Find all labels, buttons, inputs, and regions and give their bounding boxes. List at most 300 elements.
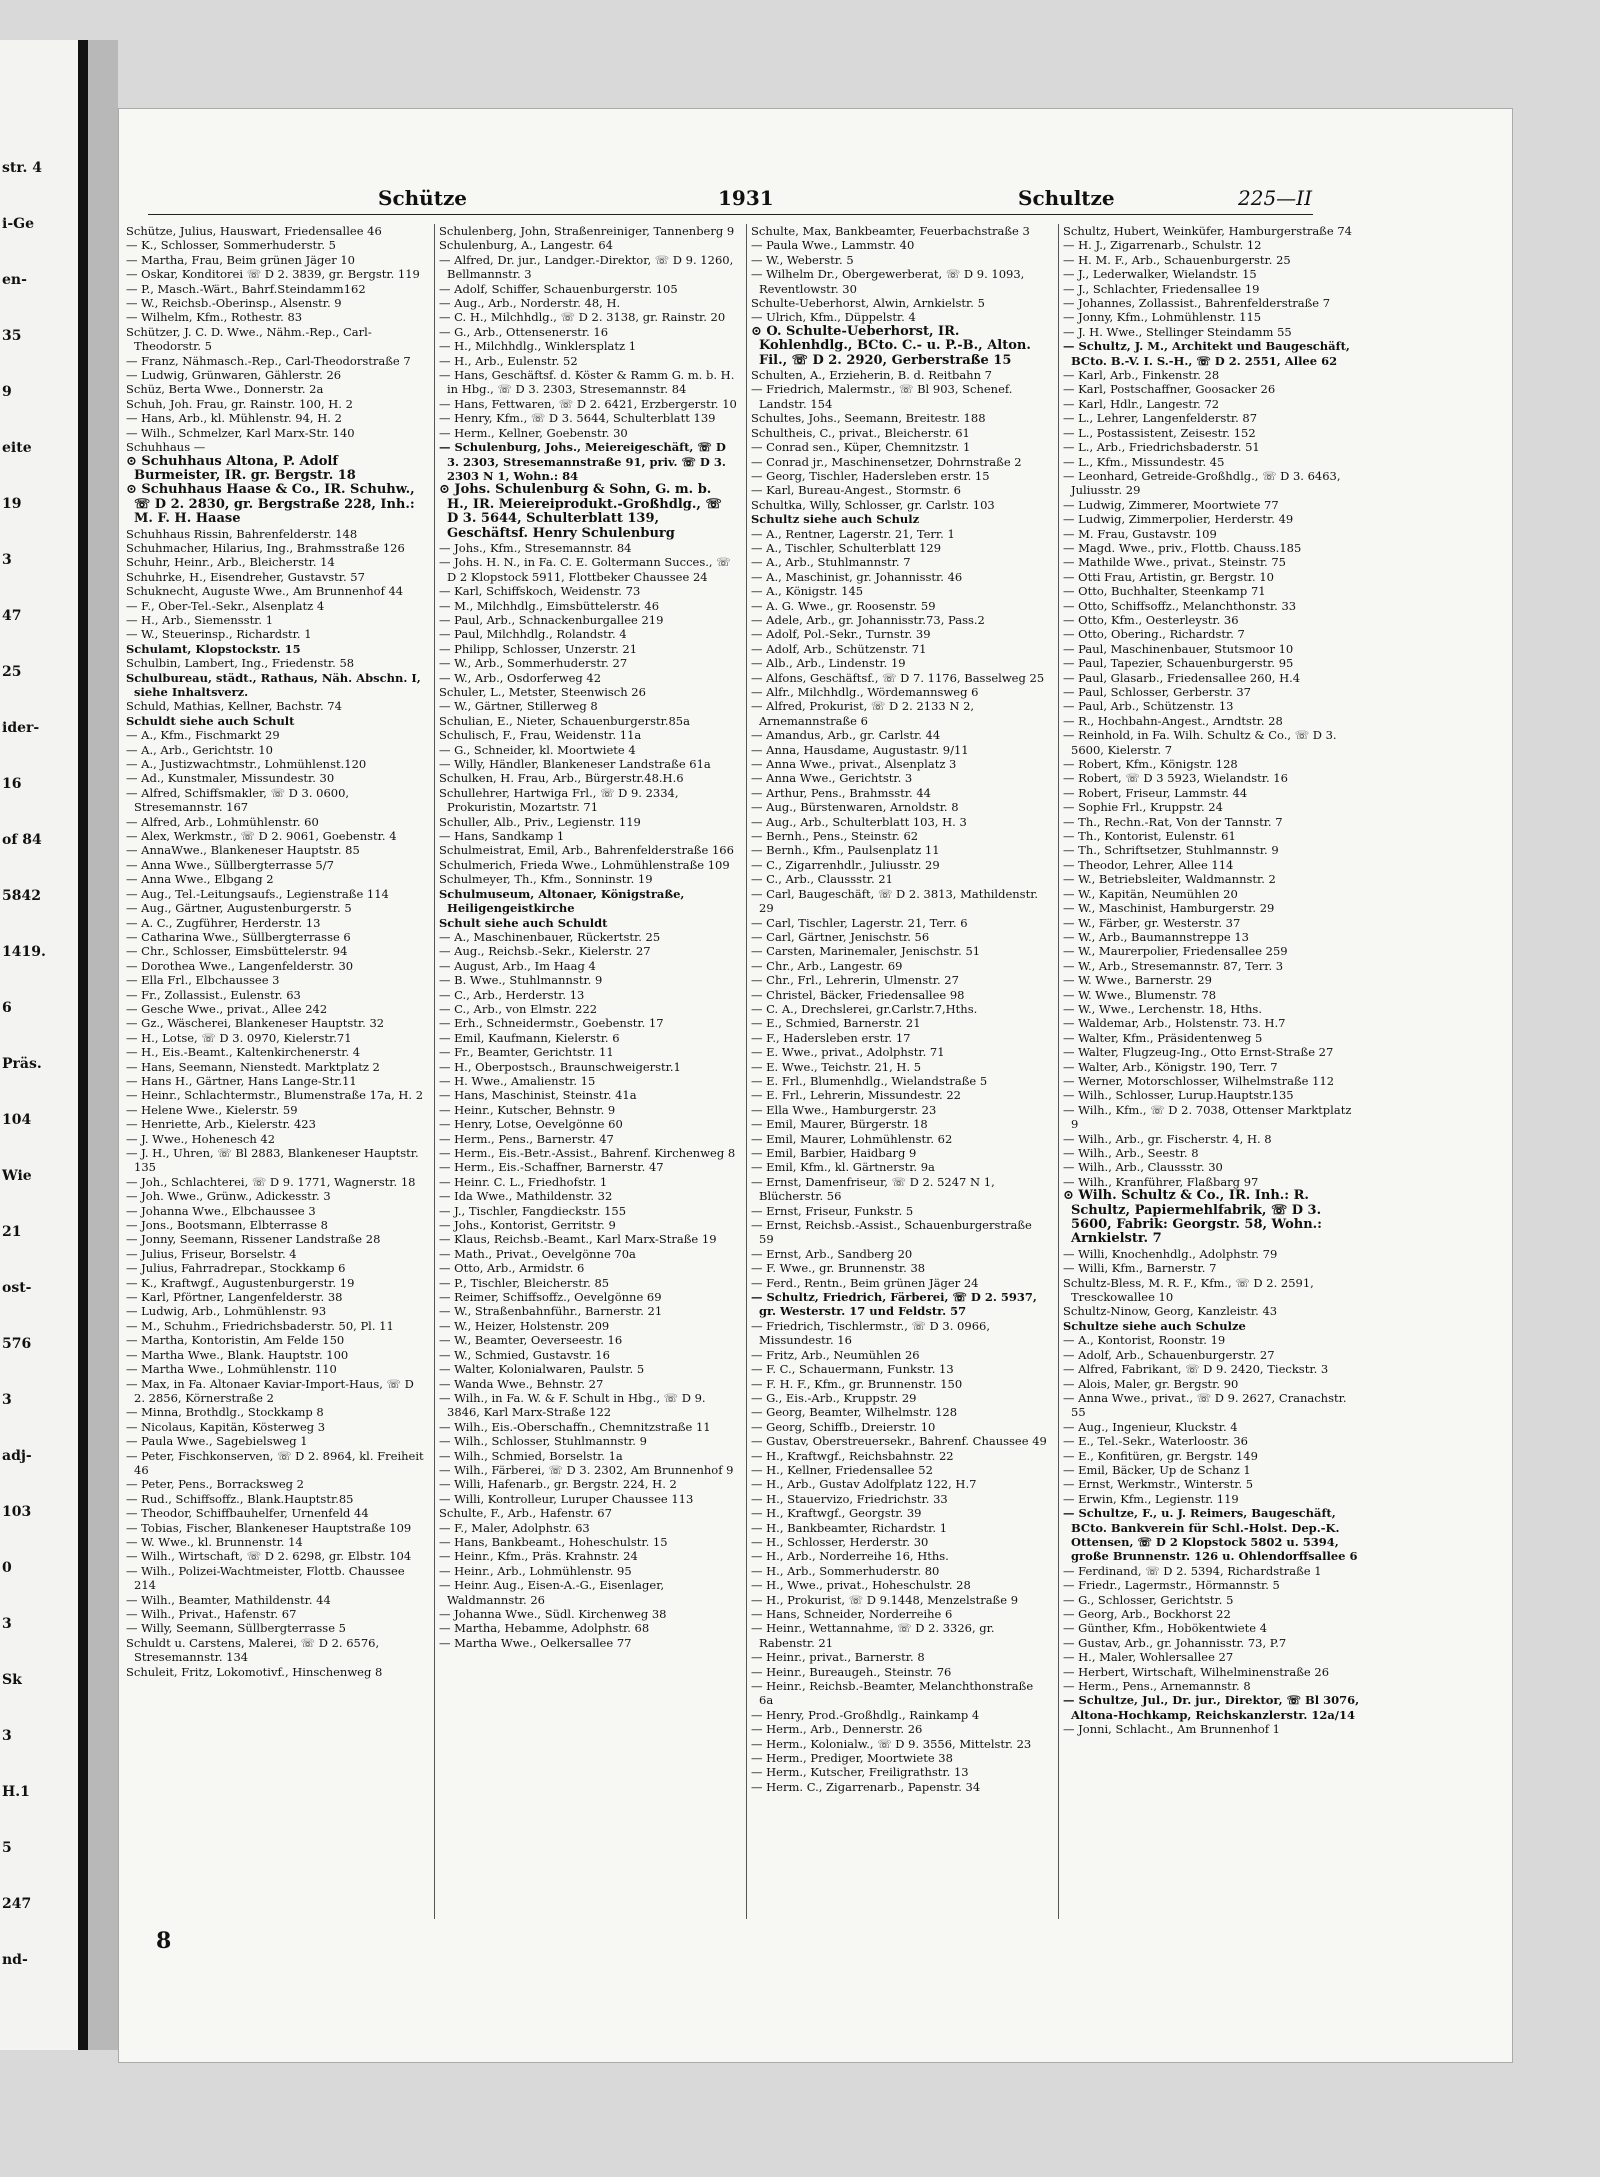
directory-entry: — Anna Wwe., Gerichtstr. 3 [751, 771, 913, 786]
directory-entry: — A. G. Wwe., gr. Roosenstr. 59 [751, 598, 936, 613]
directory-entry: — Wilh., Schmelzer, Karl Marx-Str. 140 [126, 425, 355, 440]
fragment-text: 103 [2, 1504, 32, 1520]
column-4 [1058, 224, 1361, 1919]
directory-entry: — H., Oberpostsch., Braunschweigerstr.1 [439, 1059, 681, 1074]
directory-entry: — Otto, Kfm., Oesterleystr. 36 [1063, 612, 1239, 627]
fragment-text: 5842 [2, 888, 41, 904]
directory-entry: — Ludwig, Arb., Lohmühlenstr. 93 [126, 1304, 327, 1319]
fragment-text: 3 [2, 1616, 12, 1632]
directory-entry: — Herm., Arb., Dennerstr. 26 [751, 1722, 923, 1737]
fragment-text: eite [2, 440, 32, 456]
directory-page [118, 108, 1513, 2063]
directory-entry: — Friedrich, Tischlermstr., ☏ D 3. 0966, Missundestr. 16 [751, 1318, 990, 1348]
directory-entry: — A. C., Zugführer, Herderstr. 13 [126, 915, 321, 930]
directory-entry: — Wilh., Wirtschaft, ☏ D 2. 6298, gr. Elbstr. 104 [126, 1549, 412, 1564]
directory-entry: Schuleit, Fritz, Lokomotivf., Hinschenweg 8 [126, 1664, 383, 1679]
fragment-text: of 84 [2, 832, 42, 848]
directory-entry: — C., Arb., Claussstr. 21 [751, 872, 893, 887]
directory-entry: — Friedrich, Malermstr., ☏ Bl 903, Schenef. Landstr. 154 [751, 382, 1013, 411]
directory-entry: — Karl, Arb., Finkenstr. 28 [1063, 368, 1220, 383]
directory-entry: — Bernh., Kfm., Paulsenplatz 11 [751, 843, 940, 858]
directory-entry: — H., Arb., Eulenstr. 52 [439, 353, 578, 368]
directory-entry: Schultes, Johs., Seemann, Breitestr. 188 [751, 411, 986, 426]
directory-entry: — Willy, Seemann, Süllbergterrasse 5 [126, 1621, 346, 1636]
directory-entry: — P., Tischler, Bleicherstr. 85 [439, 1275, 610, 1290]
directory-entry: — Paul, Glasarb., Friedensallee 260, H.4 [1063, 670, 1301, 685]
directory-entry: Schult siehe auch Schuldt [439, 915, 608, 930]
directory-entry: — Johs., Kontorist, Gerritstr. 9 [439, 1218, 616, 1233]
header-right-word: Schultze [1018, 186, 1115, 210]
directory-entry: — Aug., Reichsb.-Sekr., Kielerstr. 27 [439, 944, 651, 959]
directory-entry: — Martha, Hebamme, Adolphstr. 68 [439, 1621, 650, 1636]
directory-entry: — Conrad sen., Küper, Chemnitzstr. 1 [751, 440, 971, 455]
directory-entry: — Georg, Schiffb., Dreierstr. 10 [751, 1419, 936, 1434]
directory-entry: — Paul, Milchhdlg., Rolandstr. 4 [439, 627, 627, 642]
directory-entry: — Ad., Kunstmaler, Missundestr. 30 [126, 771, 335, 786]
directory-entry: — Th., Rechn.-Rat, Von der Tannstr. 7 [1063, 814, 1283, 829]
adjacent-page-fragment [0, 40, 88, 2050]
directory-entry: Schulisch, F., Frau, Weidenstr. 11a [439, 728, 642, 743]
directory-entry: Schuhmacher, Hilarius, Ing., Brahmsstraße 126 [126, 540, 405, 555]
directory-entry: Schulten, A., Erzieherin, B. d. Reitbahn 7 [751, 368, 992, 383]
directory-entry: — Gz., Wäscherei, Blankeneser Hauptstr. 32 [126, 1016, 385, 1031]
directory-entry: — M., Milchhdlg., Eimsbüttelerstr. 46 [439, 598, 660, 613]
directory-entry: — Jons., Bootsmann, Elbterrasse 8 [126, 1218, 328, 1233]
directory-entry: — Ferd., Rentn., Beim grünen Jäger 24 [751, 1275, 979, 1290]
directory-entry: — Heinr. C. L., Friedhofstr. 1 [439, 1174, 608, 1189]
directory-entry: — Herm., Eis.-Betr.-Assist., Bahrenf. Kirchenweg 8 [439, 1146, 736, 1160]
directory-entry: — A., Maschinenbauer, Rückertstr. 25 [439, 929, 661, 944]
column-3 [746, 224, 1049, 1919]
directory-entry: — Herm., Pens., Barnerstr. 47 [439, 1131, 614, 1146]
directory-entry: — Heinr., Schlachtermstr., Blumenstraße 17a, H. 2 [126, 1088, 424, 1103]
directory-entry: — Julius, Friseur, Borselstr. 4 [126, 1246, 297, 1261]
directory-entry: — A., Justizwachtmstr., Lohmühlenst.120 [126, 757, 367, 772]
directory-entry: — H., Kraftwgf., Georgstr. 39 [751, 1506, 922, 1521]
directory-entry: — J. H., Uhren, ☏ Bl 2883, Blankeneser Hauptstr. 135 [126, 1146, 419, 1175]
directory-entry: — Wilh., Arb., Claussstr. 30 [1063, 1160, 1223, 1175]
fragment-text: 35 [2, 328, 22, 344]
directory-entry: — W., Kapitän, Neumühlen 20 [1063, 886, 1238, 901]
directory-entry: — Adolf, Arb., Schützenstr. 71 [751, 641, 927, 656]
fragment-text: 0 [2, 1560, 12, 1576]
directory-entry: — Willi, Knochenhdlg., Adolphstr. 79 [1063, 1246, 1278, 1261]
directory-entry: — Ida Wwe., Mathildenstr. 32 [439, 1189, 613, 1204]
directory-entry: — Tobias, Fischer, Blankeneser Hauptstraße 109 [126, 1520, 412, 1535]
directory-entry: — H., Wwe., privat., Hoheschulstr. 28 [751, 1578, 971, 1593]
directory-entry: — H., Bankbeamter, Richardstr. 1 [751, 1520, 948, 1535]
directory-entry: — J., Tischler, Fangdieckstr. 155 [439, 1203, 627, 1218]
fragment-text: H.1 [2, 1784, 30, 1800]
directory-entry: Schulamt, Klopstockstr. 15 [126, 641, 301, 656]
directory-entry: — Chr., Schlosser, Eimsbüttelerstr. 94 [126, 944, 348, 959]
directory-entry: — C. H., Milchhdlg., ☏ D 2. 3138, gr. Rainstr. 20 [439, 310, 726, 325]
directory-entry: — Karl, Bureau-Angest., Stormstr. 6 [751, 483, 961, 498]
directory-entry: — Ferdinand, ☏ D 2. 5394, Richardstraße 1 [1063, 1563, 1322, 1578]
directory-entry: — Joh., Schlachterei, ☏ D 9. 1771, Wagnerstr. 18 [126, 1174, 416, 1189]
fragment-text: str. 4 [2, 160, 42, 176]
directory-entry: — Herm., Prediger, Moortwiete 38 [751, 1751, 953, 1766]
directory-entry: Schütze, Julius, Hauswart, Friedensallee 46 [126, 224, 382, 238]
directory-entry: — Emil, Kaufmann, Kielerstr. 6 [439, 1030, 620, 1045]
directory-entry: — Walter, Arb., Königstr. 190, Terr. 7 [1063, 1059, 1278, 1074]
directory-entry: — Willi, Kfm., Barnerstr. 7 [1063, 1261, 1217, 1276]
directory-entry: — Robert, Kfm., Königstr. 128 [1063, 757, 1238, 772]
directory-entry: — Anna Wwe., Süllbergterrasse 5/7 [126, 857, 334, 872]
directory-entry: — W., Schmied, Gustavstr. 16 [439, 1347, 610, 1362]
directory-entry: — Henry, Lotse, Oevelgönne 60 [439, 1117, 623, 1132]
directory-entry: — H., Maler, Wohlersallee 27 [1063, 1650, 1234, 1665]
fragment-text: 104 [2, 1112, 32, 1128]
directory-entry: — W., Arb., Osdorferweg 42 [439, 670, 602, 685]
directory-entry: — Willi, Kontrolleur, Luruper Chaussee 113 [439, 1491, 694, 1506]
directory-entry: — Bernh., Pens., Steinstr. 62 [751, 829, 919, 844]
directory-entry: Schulmeyer, Th., Kfm., Sonninstr. 19 [439, 872, 653, 887]
directory-entry: — Alfred, Arb., Lohmühlenstr. 60 [126, 814, 319, 829]
directory-entry: — Carl, Tischler, Lagerstr. 21, Terr. 6 [751, 915, 968, 930]
directory-entry: — L., Postassistent, Zeisestr. 152 [1063, 425, 1256, 440]
directory-entry: — Otto, Schiffsoffz., Melanchthonstr. 33 [1063, 598, 1297, 613]
directory-entry: — Emil, Maurer, Bürgerstr. 18 [751, 1117, 928, 1132]
directory-entry: — Ludwig, Zimmerpolier, Herderstr. 49 [1063, 512, 1294, 527]
directory-entry: — Henry, Prod.-Großhdlg., Rainkamp 4 [751, 1707, 980, 1722]
directory-entry: — E., Schmied, Barnerstr. 21 [751, 1016, 921, 1031]
directory-entry: — H., Stauervizo, Friedrichstr. 33 [751, 1491, 948, 1506]
directory-entry: Schultz siehe auch Schulz [751, 512, 920, 527]
directory-entry: Schulenburg, A., Langestr. 64 [439, 238, 613, 253]
directory-entry: — Walter, Kfm., Präsidentenweg 5 [1063, 1030, 1263, 1045]
directory-entry: — Schultze, Jul., Dr. jur., Direktor, ☏ Bl 3076, Altona-Hochkamp, Reichskanzlerstr. 12a/14 [1063, 1693, 1360, 1722]
directory-entry: — Herbert, Wirtschaft, Wilhelminenstraße 26 [1063, 1664, 1330, 1679]
directory-entry: Schüz, Berta Wwe., Donnerstr. 2a [126, 382, 324, 397]
directory-entry: — Aug., Arb., Schulterblatt 103, H. 3 [751, 814, 967, 829]
directory-entry: — H., Kraftwgf., Reichsbahnstr. 22 [751, 1448, 954, 1463]
binding-shadow [78, 40, 88, 2050]
directory-entry: — Gustav, Arb., gr. Johannisstr. 73, P.7 [1063, 1635, 1287, 1650]
directory-entry: — Wilh., Beamter, Mathildenstr. 44 [126, 1592, 331, 1607]
directory-entry: Schuh, Joh. Frau, gr. Rainstr. 100, H. 2 [126, 396, 353, 411]
directory-entry: — C., Arb., Herderstr. 13 [439, 987, 585, 1002]
directory-entry: — H., Eis.-Beamt., Kaltenkirchenerstr. 4 [126, 1045, 361, 1060]
directory-entry: — Wilh., Arb., gr. Fischerstr. 4, H. 8 [1063, 1131, 1272, 1146]
directory-entry: Schuhrke, H., Eisendreher, Gustavstr. 57 [126, 569, 365, 584]
directory-entry: — Schultz, J. M., Architekt und Baugeschäft, BCto. B.-V. I. S.-H., ☏ D 2. 2551, Allee 62 [1063, 339, 1350, 368]
directory-entry: — H. M. F., Arb., Schauenburgerstr. 25 [1063, 252, 1291, 267]
directory-entry: — B. Wwe., Stuhlmannstr. 9 [439, 973, 603, 988]
directory-entry: ⊙ Johs. Schulenburg & Sohn, G. m. b. H., IR. Meiereiprodukt.-Großhdlg., ☏ D 3. 5644, Schulterblatt 139, Geschäftsf. Henry Schulenburg [439, 482, 722, 541]
directory-entry: — Herm., Kutscher, Freiligrathstr. 13 [751, 1765, 969, 1780]
fragment-text: ider- [2, 720, 40, 736]
directory-entry: — Herm. C., Zigarrenarb., Papenstr. 34 [751, 1779, 981, 1794]
directory-entry: Schultheis, C., privat., Bleicherstr. 61 [751, 425, 970, 440]
directory-entry: — Paul, Arb., Schnackenburgallee 219 [439, 612, 664, 627]
directory-entry: — F. H. F., Kfm., gr. Brunnenstr. 150 [751, 1376, 963, 1391]
directory-entry: — Arthur, Pens., Brahmsstr. 44 [751, 785, 931, 800]
directory-entry: — A., Königstr. 145 [751, 584, 864, 599]
directory-entry: — Martha Wwe., Lohmühlenstr. 110 [126, 1362, 337, 1377]
directory-entry: Schulenberg, John, Straßenreiniger, Tannenberg 9 [439, 224, 735, 238]
header-year: 1931 [718, 186, 774, 210]
directory-entry: — Paula Wwe., Sagebielsweg 1 [126, 1434, 308, 1449]
directory-entry: — Erwin, Kfm., Legienstr. 119 [1063, 1491, 1239, 1506]
directory-entry: — M. Frau, Gustavstr. 109 [1063, 526, 1217, 541]
directory-entry: — Alfred, Dr. jur., Landger.-Direktor, ☏ D 9. 1260, Bellmannstr. 3 [439, 252, 734, 282]
directory-entry: — W., Heizer, Holstenstr. 209 [439, 1318, 610, 1333]
directory-entry: — Rud., Schiffsoffz., Blank.Hauptstr.85 [126, 1491, 354, 1506]
directory-entry: — Alfred, Prokurist, ☏ D 2. 2133 N 2, Arnemannstraße 6 [751, 699, 975, 728]
directory-entry: — Hans, Bankbeamt., Hoheschulstr. 15 [439, 1534, 668, 1549]
directory-entry: — A., Kontorist, Roonstr. 19 [1063, 1333, 1226, 1348]
directory-entry: — Hans H., Gärtner, Hans Lange-Str.11 [126, 1073, 357, 1088]
directory-entry: — Waldemar, Arb., Holstenstr. 73. H.7 [1063, 1016, 1286, 1031]
directory-entry: — H., Arb., Siemensstr. 1 [126, 612, 274, 627]
directory-entry: — K., Kraftwgf., Augustenburgerstr. 19 [126, 1275, 355, 1290]
directory-entry: — Aug., Gärtner, Augustenburgerstr. 5 [126, 901, 352, 916]
directory-entry: — Ulrich, Kfm., Düppelstr. 4 [751, 310, 916, 325]
signature-mark: 8 [156, 1928, 172, 1954]
directory-entry: — Ernst, Werkmstr., Winterstr. 5 [1063, 1477, 1254, 1492]
directory-entry: — Walter, Kolonialwaren, Paulstr. 5 [439, 1362, 645, 1377]
directory-entry: — W., Maschinist, Hamburgerstr. 29 [1063, 901, 1275, 916]
directory-entry: — Paul, Maschinenbauer, Stutsmoor 10 [1063, 641, 1294, 656]
directory-entry: — Chr., Frl., Lehrerin, Ulmenstr. 27 [751, 973, 959, 988]
directory-entry: — W., Maurerpolier, Friedensallee 259 [1063, 944, 1288, 959]
directory-entry: — Adolf, Schiffer, Schauenburgerstr. 105 [439, 281, 678, 296]
directory-entry: — Klaus, Reichsb.-Beamt., Karl Marx-Straße 19 [439, 1232, 717, 1247]
directory-entry: — Ella Wwe., Hamburgerstr. 23 [751, 1102, 937, 1117]
fragment-text: 3 [2, 1392, 12, 1408]
directory-entry: — Wilh., Polizei-Wachtmeister, Flottb. Chaussee 214 [126, 1563, 405, 1593]
directory-entry: — Hans, Sandkamp 1 [439, 829, 565, 844]
directory-entry: — Gustav, Oberstreuersekr., Bahrenf. Chaussee 49 [751, 1434, 1047, 1449]
directory-entry: ⊙ Wilh. Schultz & Co., IR. Inh.: R. Schultz, Papiermehlfabrik, ☏ D 3. 5600, Fabrik: Georgstr. 58, Wohn.: Arnkielstr. 7 [1063, 1188, 1322, 1247]
fragment-text: Präs. [2, 1056, 42, 1072]
directory-entry: — Wilh., Privat., Hafenstr. 67 [126, 1607, 297, 1621]
directory-entry: — Jonni, Schlacht., Am Brunnenhof 1 [1063, 1722, 1280, 1737]
directory-entry: — Leonhard, Getreide-Großhdlg., ☏ D 3. 6463, Juliusstr. 29 [1063, 468, 1341, 498]
directory-entry: — A., Tischler, Schulterblatt 129 [751, 540, 942, 555]
directory-entry: — Johs. H. N., in Fa. C. E. Goltermann Succes., ☏ D 2 Klopstock 5911, Flottbeker Chaussee 24 [439, 555, 731, 584]
directory-entry: — Schultze, F., u. J. Reimers, Baugeschäft, BCto. Bankverein für Schl.-Holst. Dep.-K. Ottensen, ☏ D 2 Klopstock 5802 u. 5394, große Brunnenstr. 126 u. Ohlendorffsallee 6 [1063, 1506, 1358, 1564]
directory-entry: — C., Zigarrenhdlr., Juliusstr. 29 [751, 857, 940, 872]
directory-entry: — Karl, Schiffskoch, Weidenstr. 73 [439, 584, 641, 599]
directory-entry: — Martha, Frau, Beim grünen Jäger 10 [126, 252, 355, 267]
directory-entry: — Mathilde Wwe., privat., Steinstr. 75 [1063, 555, 1286, 570]
directory-entry: ⊙ Schuhhaus Altona, P. Adolf Burmeister, IR. gr. Bergstr. 18 [126, 453, 356, 483]
directory-entry: Schulken, H. Frau, Arb., Bürgerstr.48.H.6 [439, 771, 684, 786]
directory-entry: — E., Tel.-Sekr., Waterloostr. 36 [1063, 1434, 1248, 1449]
directory-entry: Schulmeistrat, Emil, Arb., Bahrenfelderstraße 166 [439, 843, 734, 858]
directory-entry: — Johanna Wwe., Elbchaussee 3 [126, 1203, 316, 1218]
directory-entry: — Carl, Gärtner, Jenischstr. 56 [751, 929, 930, 944]
directory-entry: — Joh. Wwe., Grünw., Adickesstr. 3 [126, 1189, 331, 1204]
directory-entry: — E., Konfitüren, gr. Bergstr. 149 [1063, 1448, 1258, 1463]
directory-entry: — Adolf, Arb., Schauenburgerstr. 27 [1063, 1347, 1275, 1362]
directory-entry: — Martha Wwe., Oelkersallee 77 [439, 1635, 632, 1650]
directory-entry: — Alois, Maler, gr. Bergstr. 90 [1063, 1376, 1239, 1391]
directory-entry: — Heinr., privat., Barnerstr. 8 [751, 1650, 925, 1665]
directory-entry: — Anna Wwe., privat., ☏ D 9. 2627, Cranachstr. 55 [1063, 1390, 1347, 1420]
directory-entry: — J. Wwe., Hohenesch 42 [126, 1131, 276, 1146]
directory-entry: — Peter, Pens., Borracksweg 2 [126, 1477, 304, 1492]
directory-entry: — F., Hadersleben erstr. 17 [751, 1030, 911, 1045]
directory-entry: Schuhhaus Rissin, Bahrenfelderstr. 148 [126, 526, 358, 541]
directory-entry: — Wilh., Arb., Seestr. 8 [1063, 1146, 1199, 1160]
directory-entry: — Gesche Wwe., privat., Allee 242 [126, 1001, 328, 1016]
directory-entry: — W., Arb., Sommerhuderstr. 27 [439, 656, 628, 671]
directory-entry: — G., Eis.-Arb., Kruppstr. 29 [751, 1390, 917, 1405]
directory-entry: — Heinr., Reichsb.-Beamter, Melanchthonstraße 6a [751, 1679, 1034, 1708]
directory-entry: — Walter, Flugzeug-Ing., Otto Ernst-Straße 27 [1063, 1045, 1334, 1060]
directory-entry: — Conrad jr., Maschinensetzer, Dohrnstraße 2 [751, 454, 1022, 469]
fragment-text: 1419. [2, 944, 46, 960]
fragment-text: ost- [2, 1280, 32, 1296]
directory-entry: Schulian, E., Nieter, Schauenburgerstr.85a [439, 713, 690, 728]
fragment-text: 47 [2, 608, 22, 624]
directory-entry: Schulte-Ueberhorst, Alwin, Arnkielstr. 5 [751, 296, 985, 311]
directory-entry: Schulte, F., Arb., Hafenstr. 67 [439, 1506, 612, 1521]
directory-entry: — Anna Wwe., Elbgang 2 [126, 872, 274, 887]
directory-entry: — Karl, Postschaffner, Goosacker 26 [1063, 382, 1276, 397]
directory-entry: — W. Wwe., Barnerstr. 29 [1063, 973, 1212, 988]
directory-entry: — Paul, Arb., Schützenstr. 13 [1063, 699, 1234, 714]
directory-entry: — W. Wwe., Blumenstr. 78 [1063, 987, 1217, 1002]
directory-entry: — Amandus, Arb., gr. Carlstr. 44 [751, 728, 941, 743]
directory-entry: Schuldt siehe auch Schult [126, 713, 295, 728]
directory-entry: — K., Schlosser, Sommerhuderstr. 5 [126, 238, 336, 253]
directory-entry: — Philipp, Schlosser, Unzerstr. 21 [439, 641, 638, 656]
directory-entry: — Emil, Kfm., kl. Gärtnerstr. 9a [751, 1160, 935, 1175]
directory-entry: — Max, in Fa. Altonaer Kaviar-Import-Haus, ☏ D 2. 2856, Körnerstraße 2 [126, 1376, 414, 1405]
fragment-text: 21 [2, 1224, 22, 1240]
directory-entry: — E. Frl., Lehrerin, Missundestr. 22 [751, 1088, 961, 1103]
directory-entry: Schulte, Max, Bankbeamter, Feuerbachstraße 3 [751, 224, 1030, 238]
directory-entry: — H. J., Zigarrenarb., Schulstr. 12 [1063, 238, 1262, 253]
directory-entry: — Wilh., Kranführer, Flaßbarg 97 [1063, 1174, 1259, 1189]
directory-entry: Schulmuseum, Altonaer, Königstraße, Heiligengeistkirche [439, 886, 685, 916]
directory-entry: — Sophie Frl., Kruppstr. 24 [1063, 800, 1223, 815]
directory-entry: — C. A., Drechslerei, gr.Carlstr.7,Hths. [751, 1001, 978, 1016]
directory-entry: — Otto, Arb., Armidstr. 6 [439, 1261, 585, 1276]
directory-entry: — Aug., Ingenieur, Kluckstr. 4 [1063, 1419, 1238, 1434]
directory-entry: Schuknecht, Auguste Wwe., Am Brunnenhof 44 [126, 584, 404, 599]
fragment-text: 5 [2, 1840, 12, 1856]
directory-entry: — W., Färber, gr. Westerstr. 37 [1063, 915, 1241, 930]
directory-entry: — Jonny, Seemann, Rissener Landstraße 28 [126, 1232, 381, 1247]
directory-entry: — Herm., Kellner, Goebenstr. 30 [439, 425, 628, 440]
directory-entry: ⊙ O. Schulte-Ueberhorst, IR. Kohlenhdlg., BCto. C.- u. P.-B., Alton. Fil., ☏ D 2. 2920, Gerberstraße 15 [751, 323, 1031, 368]
directory-entry: — Fr., Beamter, Gerichtstr. 11 [439, 1045, 614, 1060]
directory-entry: — Helene Wwe., Kielerstr. 59 [126, 1102, 298, 1117]
directory-entry: — Chr., Arb., Langestr. 69 [751, 958, 903, 973]
directory-entry: Schultze siehe auch Schulze [1063, 1318, 1246, 1333]
directory-entry: — J., Schlachter, Friedensallee 19 [1063, 281, 1260, 296]
directory-entry: — W., Beamter, Oeverseestr. 16 [439, 1333, 623, 1348]
directory-entry: — Karl, Pförtner, Langenfelderstr. 38 [126, 1290, 343, 1305]
directory-entry: — Hans, Schneider, Norderreihe 6 [751, 1607, 953, 1621]
fragment-text: Sk [2, 1672, 22, 1688]
directory-entry: — Reinhold, in Fa. Wilh. Schultz & Co., ☏ D 3. 5600, Kielerstr. 7 [1063, 728, 1337, 757]
directory-entry: Schuldt u. Carstens, Malerei, ☏ D 2. 6576, Stresemannstr. 134 [126, 1635, 380, 1665]
directory-entry: — Fr., Zollassist., Eulenstr. 63 [126, 987, 301, 1002]
directory-entry: — Karl, Hdlr., Langestr. 72 [1063, 396, 1220, 411]
directory-entry: — F. Wwe., gr. Brunnenstr. 38 [751, 1261, 926, 1276]
directory-entry: — Anna, Hausdame, Augustastr. 9/11 [751, 742, 969, 757]
directory-entry: — H., Arb., Sommerhuderstr. 80 [751, 1563, 940, 1578]
directory-entry: — Paul, Schlosser, Gerberstr. 37 [1063, 685, 1251, 699]
directory-entry: — Otti Frau, Artistin, gr. Bergstr. 10 [1063, 569, 1274, 584]
directory-entry: — Wilhelm Dr., Obergewerberat, ☏ D 9. 1093, Reventlowstr. 30 [751, 267, 1025, 296]
directory-entry: Schuhhaus — [126, 440, 206, 455]
directory-entry: — W., Steuerinsp., Richardstr. 1 [126, 627, 312, 642]
directory-entry: — L., Arb., Friedrichsbaderstr. 51 [1063, 440, 1260, 455]
directory-entry: — Ludwig, Grünwaren, Gählerstr. 26 [126, 368, 342, 383]
directory-entry: Schuler, L., Metster, Steenwisch 26 [439, 685, 646, 699]
directory-entry: — Magd. Wwe., priv., Flottb. Chauss.185 [1063, 540, 1302, 555]
directory-entry: — E. Wwe., Teichstr. 21, H. 5 [751, 1059, 922, 1074]
directory-entry: Schullehrer, Hartwiga Frl., ☏ D 9. 2334, Prokuristin, Mozartstr. 71 [439, 785, 679, 815]
directory-entry: — Johannes, Zollassist., Bahrenfelderstraße 7 [1063, 296, 1331, 311]
directory-entry: Schultz-Bless, M. R. F., Kfm., ☏ D 2. 2591, Tresckowallee 10 [1063, 1275, 1314, 1305]
directory-entry: — AnnaWwe., Blankeneser Hauptstr. 85 [126, 843, 360, 858]
directory-entry: — Wilh., Schlosser, Stuhlmannstr. 9 [439, 1434, 647, 1449]
directory-entry: — W., Arb., Stresemannstr. 87, Terr. 3 [1063, 958, 1284, 973]
directory-entry: — Wilh., Schlosser, Lurup.Hauptstr.135 [1063, 1088, 1294, 1103]
directory-entry: Schuhr, Heinr., Arb., Bleicherstr. 14 [126, 555, 335, 570]
directory-entry: — Heinr., Bureaugeh., Steinstr. 76 [751, 1664, 952, 1679]
directory-entry: — Alfr., Milchhdlg., Wördemannsweg 6 [751, 685, 979, 699]
directory-entry: — A., Rentner, Lagerstr. 21, Terr. 1 [751, 526, 955, 541]
running-header [148, 184, 1313, 215]
directory-entry: — Hans, Fettwaren, ☏ D 2. 6421, Erzbergerstr. 10 [439, 396, 737, 411]
directory-entry: — Jonny, Kfm., Lohmühlenstr. 115 [1063, 310, 1262, 325]
directory-entry: — Emil, Maurer, Lohmühlenstr. 62 [751, 1131, 953, 1146]
directory-entry: Schützer, J. C. D. Wwe., Nähm.-Rep., Carl-Theodorstr. 5 [126, 324, 372, 354]
directory-entry: — H., Prokurist, ☏ D 9.1448, Menzelstraße 9 [751, 1592, 1019, 1607]
directory-entry: Schultz-Ninow, Georg, Kanzleistr. 43 [1063, 1304, 1278, 1319]
directory-entry: — August, Arb., Im Haag 4 [439, 958, 596, 973]
fragment-text: 16 [2, 776, 22, 792]
directory-entry: — Georg, Beamter, Wilhelmstr. 128 [751, 1405, 958, 1420]
fragment-text: nd- [2, 1952, 28, 1968]
directory-entry: — Alex, Werkmstr., ☏ D 2. 9061, Goebenstr. 4 [126, 829, 397, 844]
directory-entry: — Robert, Friseur, Lammstr. 44 [1063, 785, 1248, 800]
directory-entry: — Willy, Händler, Blankeneser Landstraße 61a [439, 757, 711, 772]
fragment-text: Wie [2, 1168, 32, 1184]
column-1 [126, 224, 424, 1919]
directory-entry: — Johs., Kfm., Stresemannstr. 84 [439, 540, 632, 555]
directory-entry: — Oskar, Konditorei ☏ D 2. 3839, gr. Bergstr. 119 [126, 267, 420, 282]
directory-entry: — Aug., Tel.-Leitungsaufs., Legienstraße 114 [126, 886, 389, 901]
fragment-text: 9 [2, 384, 12, 400]
directory-entry: — W., Arb., Baumannstreppe 13 [1063, 929, 1249, 944]
directory-entry: — H., Milchhdlg., Winklersplatz 1 [439, 339, 637, 354]
page-number: 225—II [1238, 186, 1312, 210]
directory-entry: — Emil, Bäcker, Up de Schanz 1 [1063, 1462, 1251, 1477]
directory-entry: — A., Maschinist, gr. Johannisstr. 46 [751, 569, 963, 584]
directory-entry: — Theodor, Schiffbauhelfer, Urnenfeld 44 [126, 1506, 369, 1521]
directory-entry: — P., Masch.-Wärt., Bahrf.Steindamm162 [126, 281, 366, 296]
directory-entry: — Adolf, Pol.-Sekr., Turnstr. 39 [751, 627, 931, 642]
directory-entry: — Henriette, Arb., Kielerstr. 423 [126, 1117, 316, 1132]
directory-entry: Schulmerich, Frieda Wwe., Lohmühlenstraße 109 [439, 857, 730, 872]
directory-entry: — Franz, Nähmasch.-Rep., Carl-Theodorstraße 7 [126, 353, 411, 368]
directory-entry: — Georg, Arb., Bockhorst 22 [1063, 1607, 1231, 1621]
directory-entry: — Christel, Bäcker, Friedensallee 98 [751, 987, 965, 1002]
fragment-text: 6 [2, 1000, 12, 1016]
directory-entry: — H., Lotse, ☏ D 3. 0970, Kielerstr.71 [126, 1030, 352, 1045]
directory-entry: — Hans, Geschäftsf. d. Köster & Ramm G. m. b. H. in Hbg., ☏ D 3. 2303, Stresemannstr. 84 [439, 368, 735, 397]
